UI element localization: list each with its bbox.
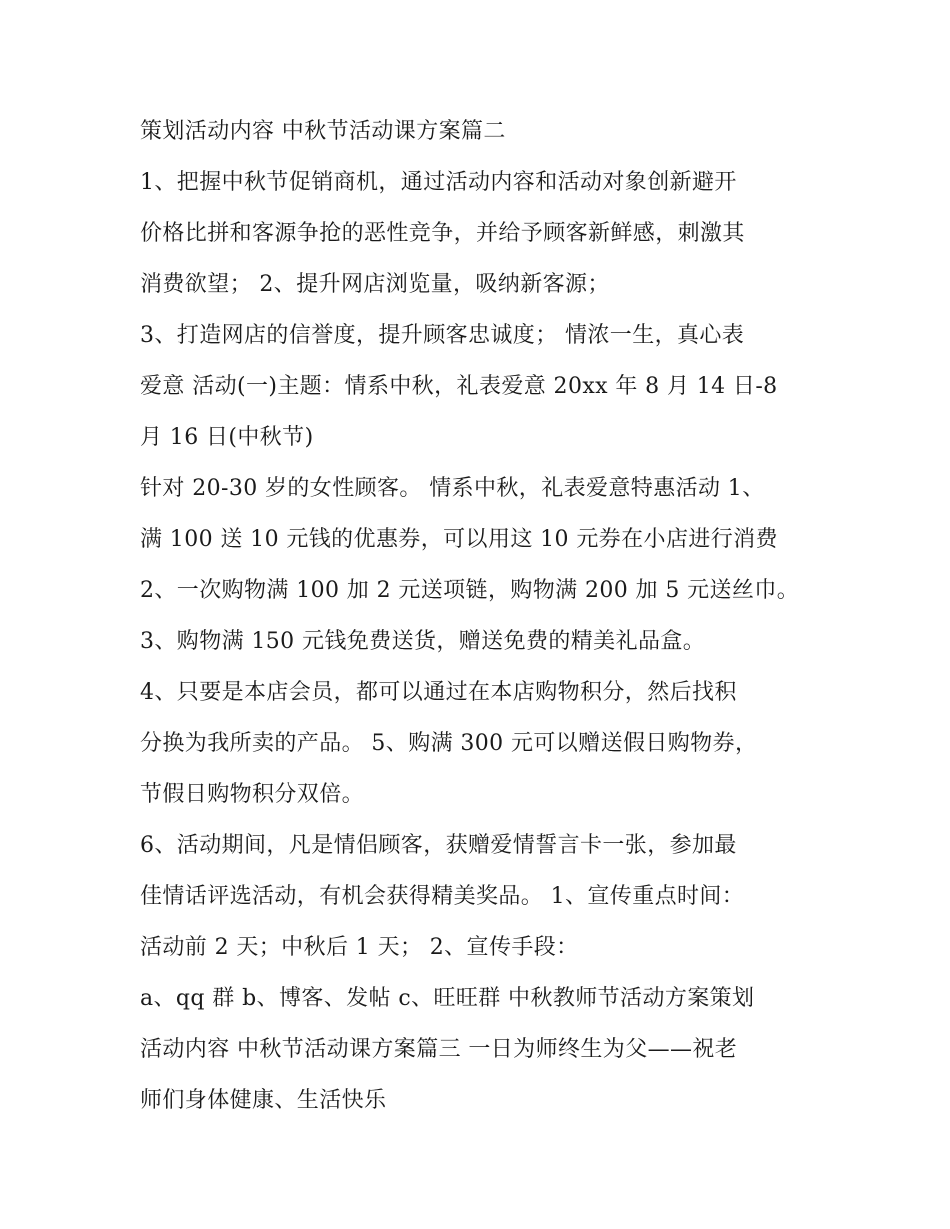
- text-line: 活动前 2 天；中秋后 1 天； 2、宣传手段：: [140, 935, 579, 960]
- text-line: 师们身体健康、生活快乐: [140, 1088, 387, 1113]
- text-line: 1、把握中秋节促销商机，通过活动内容和活动对象创新避开: [140, 170, 737, 195]
- text-line: 策划活动内容 中秋节活动课方案篇二: [140, 119, 506, 144]
- text-line: 2、一次购物满 100 加 2 元送项链，购物满 200 加 5 元送丝巾。: [140, 578, 800, 603]
- text-line: 针对 20-30 岁的女性顾客。 情系中秋，礼表爱意特惠活动 1、: [140, 476, 765, 501]
- text-line: 佳情话评选活动，有机会获得精美奖品。 1、宣传重点时间：: [140, 884, 745, 909]
- text-line: 满 100 送 10 元钱的优惠券，可以用这 10 元券在小店进行消费: [140, 527, 778, 552]
- text-line: 价格比拼和客源争抢的恶性竞争，并给予顾客新鲜感，刺激其: [140, 221, 745, 246]
- text-line: 节假日购物积分双倍。: [140, 782, 365, 807]
- text-line: 爱意 活动(一)主题：情系中秋，礼表爱意 20xx 年 8 月 14 日-8: [140, 374, 778, 399]
- text-line: a、qq 群 b、博客、发帖 c、旺旺群 中秋教师节活动方案策划: [140, 986, 755, 1011]
- text-line: 分换为我所卖的产品。 5、购满 300 元可以赠送假日购物券，: [140, 731, 758, 756]
- text-line: 消费欲望； 2、提升网店浏览量，吸纳新客源；: [140, 272, 610, 297]
- document-body: [140, 106, 830, 1126]
- text-line: 4、只要是本店会员，都可以通过在本店购物积分，然后找积: [140, 680, 737, 705]
- text-line: 6、活动期间，凡是情侣顾客，获赠爱情誓言卡一张，参加最: [140, 833, 737, 858]
- text-line: 3、打造网店的信誉度，提升顾客忠诚度； 情浓一生，真心表: [140, 323, 745, 348]
- text-line: 3、购物满 150 元钱免费送货，赠送免费的精美礼品盒。: [140, 629, 706, 654]
- text-line: 活动内容 中秋节活动课方案篇三 一日为师终生为父——祝老: [140, 1037, 738, 1062]
- text-line: 月 16 日(中秋节): [140, 425, 314, 450]
